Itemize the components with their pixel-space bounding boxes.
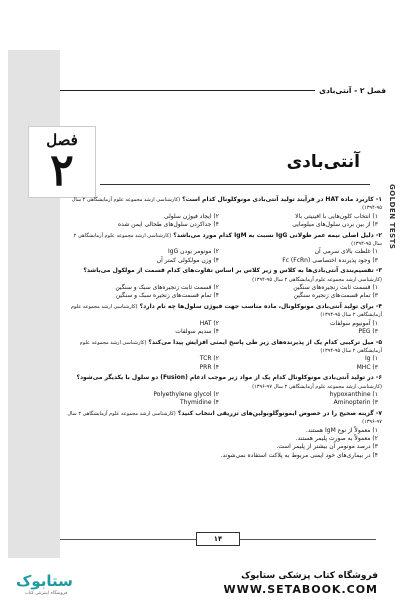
- question-text: ۴- برای تولید آنتی‌بادی مونوکلونال، ماده مناسب جهت فیوژن سلول‌ها چه نام دارد؟: [139, 302, 382, 310]
- option-list: [64, 213, 382, 230]
- option: ۳) وجود پذیرنده اختصاصی (FcRn) Fc: [282, 256, 378, 264]
- option: ۳) درصد مونومر آن بیشتر از پلیمر است.: [276, 443, 378, 451]
- option: ۴) سدیم سولفات: [175, 328, 219, 336]
- option: ۲) TCR: [199, 355, 219, 363]
- page-number: ۱۴: [196, 532, 240, 546]
- option-list: [64, 427, 382, 461]
- option: ۱) غلظت بالای سرمی آن: [314, 248, 378, 256]
- running-head-text: فصل ۲ - آنتی‌بادی: [319, 85, 386, 95]
- question-source: (کارشناسی ارشد مجموعه علوم آزمایشگاهی ۲ سال ۹۵-۱۳۹۴): [70, 303, 382, 319]
- question: [64, 196, 382, 230]
- option: ۱) hypoxanthine: [329, 390, 378, 398]
- option: ۱) قسمت ثابت زنجیره‌های سنگین: [293, 284, 378, 292]
- chapter-box: [28, 126, 96, 198]
- question-text: ۱- کاربرد ماده HAT در فرآیند تولید آنتی‌بادی مونوکلونال کدام است؟: [182, 196, 382, 203]
- question: [64, 232, 382, 266]
- question-text: ۲- دلیل اصلی نیمه عمر طولانی IgG نسبت به IgM کدام مورد می‌باشد؟: [173, 231, 382, 239]
- option: ۴) در بیماری‌های خود ایمنی مربوط به پلاکت استفاده نمی‌شوند.: [220, 451, 378, 459]
- option: ۲) معمولاً به صورت پلیمر هستند.: [295, 434, 378, 442]
- question-source: (کارشناسی ارشد مجموعه علوم آزمایشگاهی ۲ سال ۹۵-۱۳۹۴): [71, 197, 382, 212]
- question-text: ۶- در تولید آنتی‌بادی مونوکلونال کدام یک از مواد زیر موجب ادغام (Fusion) دو سلول با یکدیگر می‌شود؟: [76, 374, 382, 382]
- option: ۱) آمونیوم سولفات: [329, 319, 378, 327]
- chapter-title: آنتی‌بادی: [286, 152, 360, 172]
- question: [64, 410, 382, 460]
- option-list: [64, 391, 382, 408]
- store-logo: [16, 572, 76, 600]
- option: ۴) تمام قسمت‌های زنجیره سبک و سنگین: [115, 292, 219, 300]
- option: ۳) MHC: [356, 363, 378, 371]
- question-source: (کارشناسی ارشد مجموعه علوم آزمایشگاهی ۲ سال ۹۵-۱۳۹۴): [73, 232, 382, 248]
- option: ۴) Thymidine: [180, 399, 219, 407]
- side-tab: [386, 186, 398, 266]
- option: ۱) معمولاً از نوع IgM هستند.: [305, 426, 378, 434]
- option: ۲) مونومر بودن IgG: [168, 248, 219, 256]
- option: ۴) جداکردن سلول‌های طحالی ایمن شده: [117, 221, 219, 229]
- option: ۱) انتخاب کلون‌هایی با افینیتی بالا: [295, 212, 378, 220]
- store-name: فروشگاه کتاب پزشکی ستابوک: [241, 571, 378, 581]
- question: [64, 374, 382, 408]
- question: [64, 339, 382, 373]
- running-head: [60, 80, 386, 100]
- option: ۲) Polyethylene glycol: [153, 390, 219, 398]
- option: ۳) از بین بردن سلول‌های میلومایی: [292, 221, 378, 229]
- option: ۳) PEG: [358, 328, 378, 336]
- option: ۴) وزن مولکولی کمتر آن: [156, 256, 219, 264]
- question: [64, 303, 382, 337]
- page-number-bar: [60, 532, 376, 546]
- question-text: ۵- میل ترکیبی کدام یک از پذیرنده‌های زیر طی پاسخ ایمنی افزایش پیدا می‌کند؟: [148, 338, 382, 346]
- store-url[interactable]: WWW.SETABOOK.COM: [223, 583, 378, 596]
- side-tab-label: GOLDEN TESTS: [388, 184, 396, 250]
- question-text: ۳- تقسیم‌بندی آنتی‌بادی‌ها به کلاس و زیر کلاس بر اساس تفاوت‌های کدام قسمت از مولکول می‌باشد؟: [83, 267, 382, 275]
- option: ۳) تمام قسمت‌های زنجیره سنگین: [293, 292, 378, 300]
- chapter-number: ۲: [50, 145, 74, 196]
- option: ۴) PRR: [199, 363, 219, 371]
- option: ۲) قسمت ثابت زنجیره‌های سبک و سنگین: [115, 284, 219, 292]
- option: ۲) ایجاد فیوژن سلولی: [163, 212, 219, 220]
- logo-wordmark: ستابوک: [16, 572, 73, 590]
- questions-list: [64, 196, 382, 462]
- option: ۱) Ig: [364, 355, 378, 363]
- logo-tagline: فروشگاه اینترنتی کتاب: [24, 591, 68, 596]
- option: ۳) Aminopterin: [333, 399, 378, 407]
- option-list: [64, 248, 382, 265]
- running-head-rule: [60, 90, 315, 91]
- option-list: [64, 320, 382, 337]
- question-source: (کارشناسی ارشد مجموعه علوم آزمایشگاهی ۲ سال ۹۷-۱۳۹۶): [67, 410, 382, 426]
- question-source: (کارشناسی ارشد مجموعه علوم آزمایشگاهی ۲ سال ۹۷-۱۳۹۶): [252, 383, 382, 390]
- option: ۲) HAT: [199, 319, 219, 327]
- option-list: [64, 284, 382, 301]
- question-text: ۷- گزینه صحیح را در خصوص ایمونوگلوبولین‌های تزریقی انتخاب کنید؟: [177, 409, 382, 417]
- chapter-title-rule: [100, 184, 370, 185]
- question: [64, 267, 382, 301]
- question-source: (کارشناسی ارشد مجموعه علوم آزمایشگاهی ۲ سال ۹۵-۱۳۹۴): [79, 339, 382, 354]
- question-source: (کارشناسی ارشد مجموعه علوم آزمایشگاهی ۲ سال ۹۵-۱۳۹۴): [252, 276, 382, 283]
- chapter-word: فصل: [46, 131, 78, 149]
- option-list: [64, 355, 382, 372]
